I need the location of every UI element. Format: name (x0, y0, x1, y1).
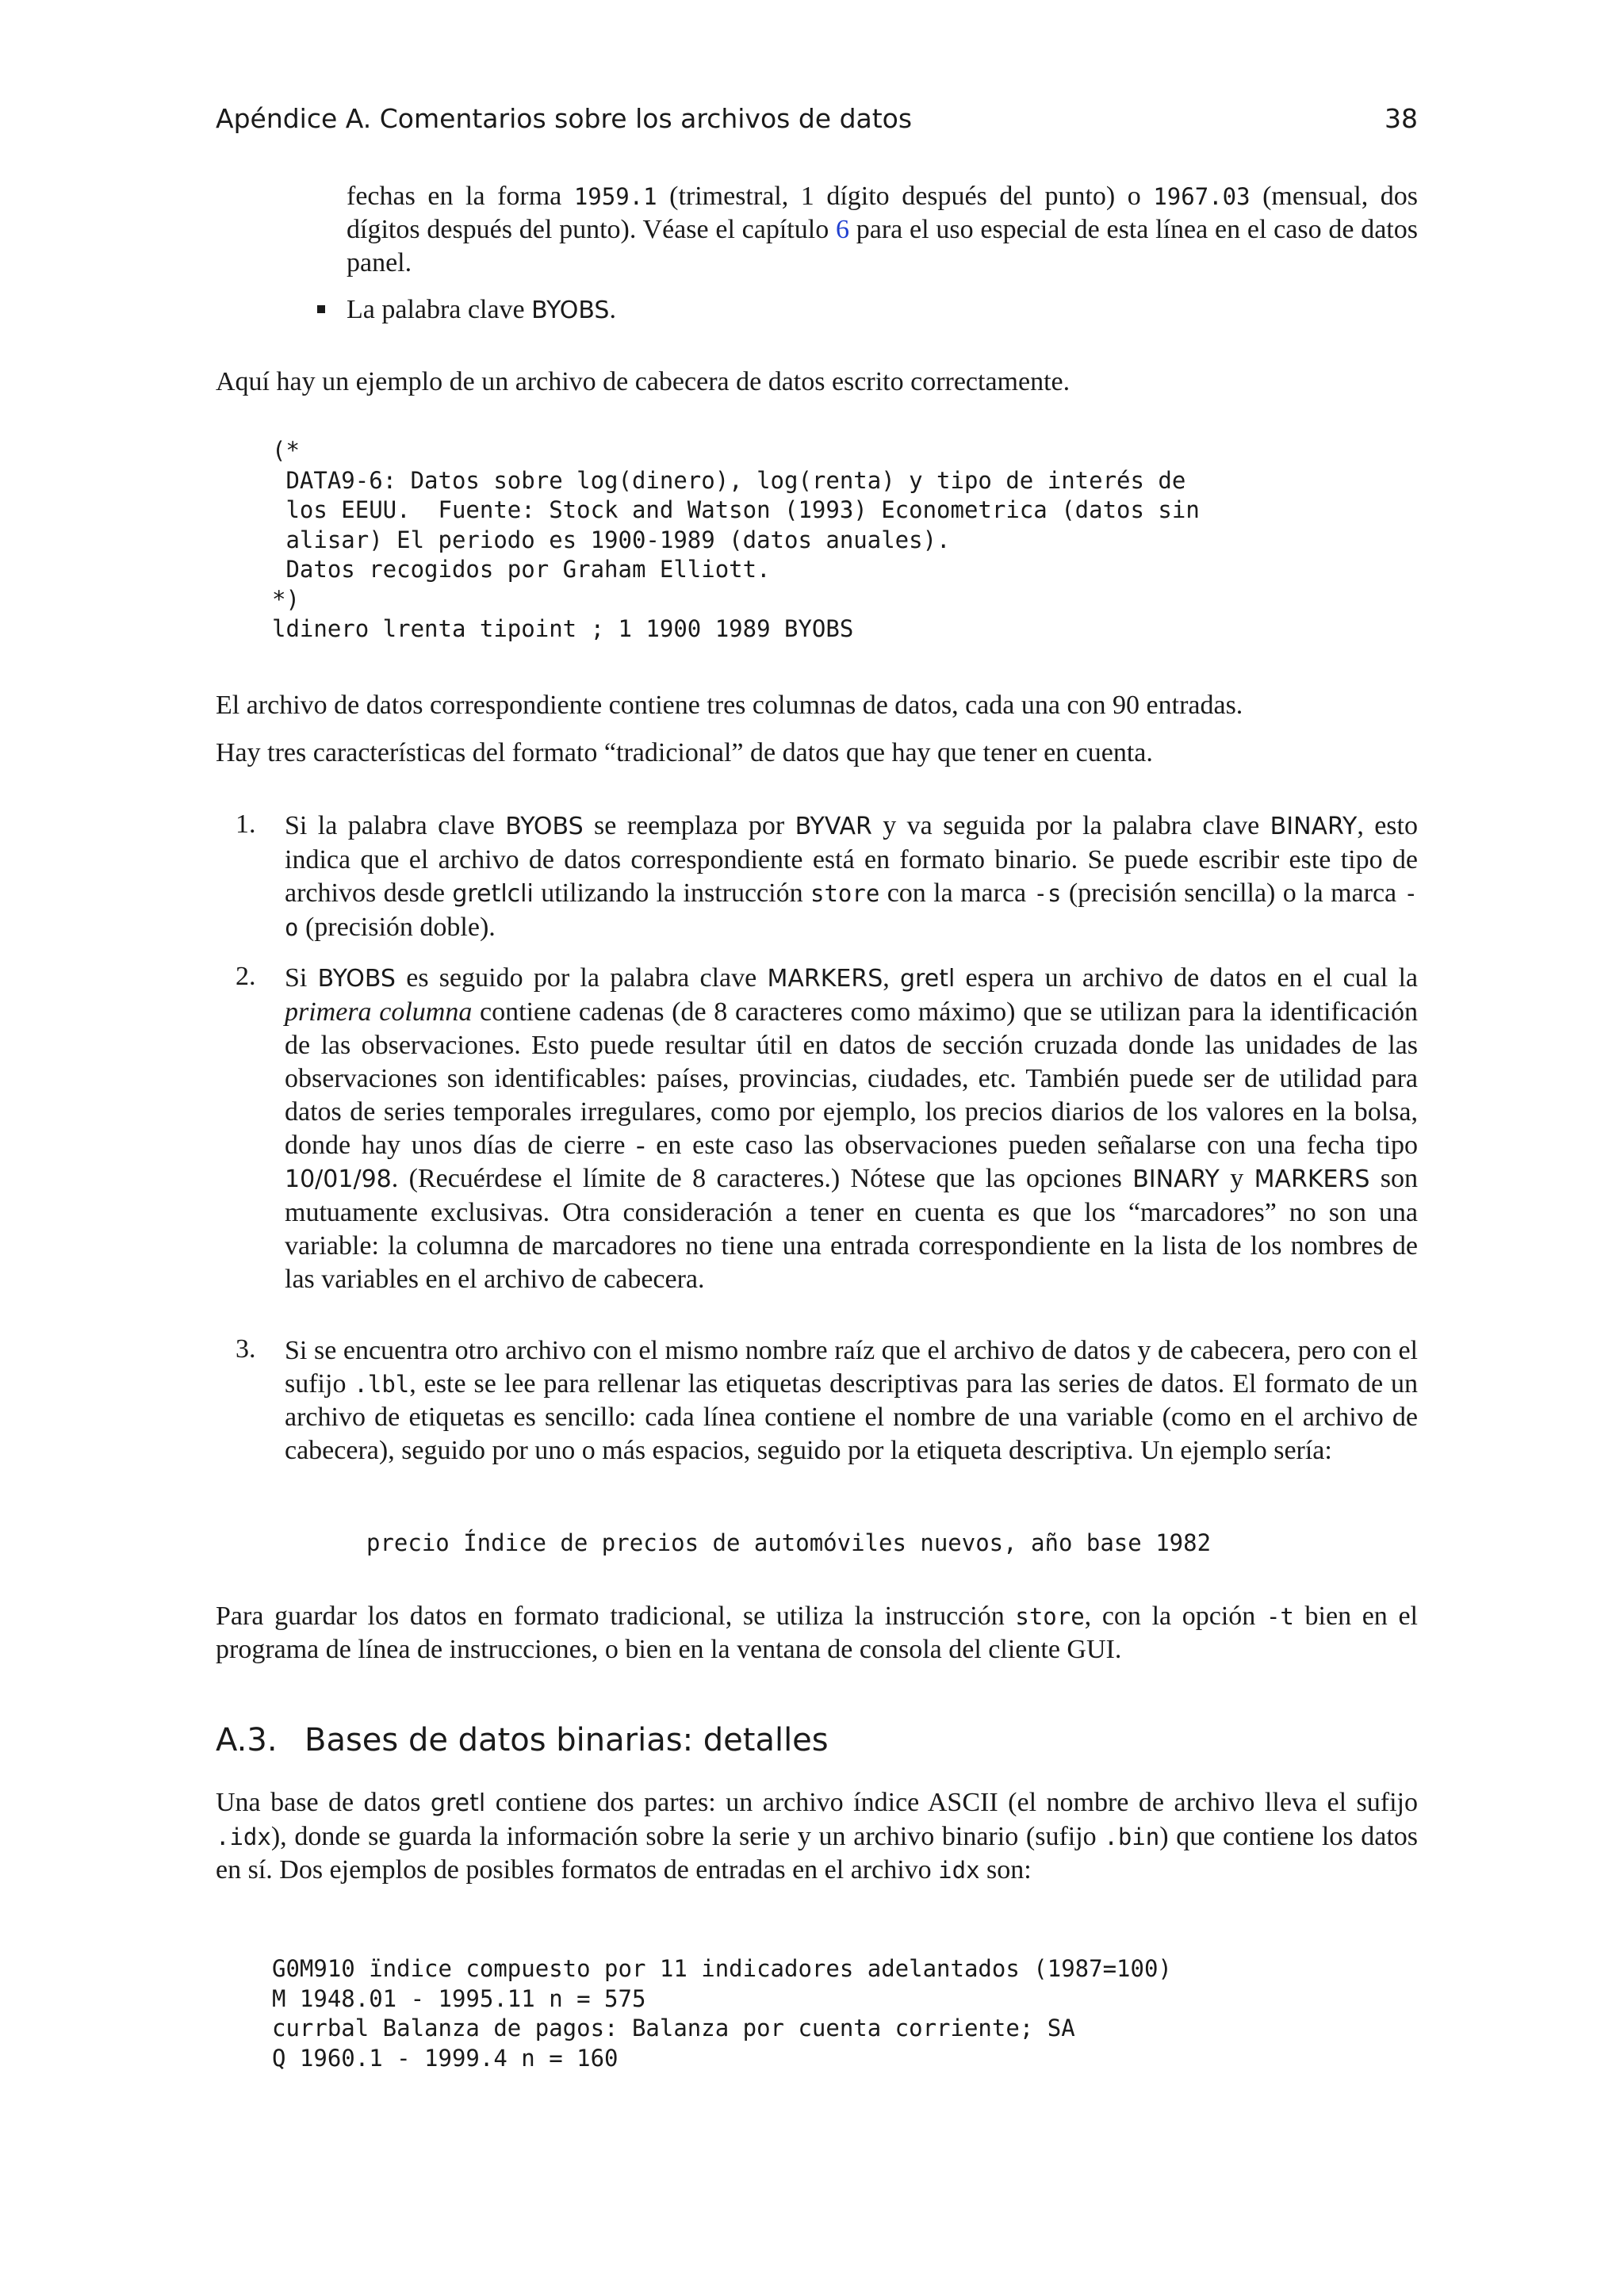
keyword-inline: MARKERS (767, 965, 883, 993)
text-span: contiene cadenas (de 8 caracteres como máximo) que se utilizan para la identificación de las observaciones. Esto puede resultar útil en datos de sección cruzada donde las unidades de las observaciones son identificables: países, provincias, ciudades, etc. También puede ser de utilidad para datos de series temporales irregulares, como por ejemplo, los precios diarios de los valores en la bolsa, donde hay unos días de cierre - en este caso las observaciones pueden señalarse con una fecha tipo (285, 997, 1418, 1160)
text-span: ) que contiene los datos en sí. Dos ejemplos de posibles formatos de entradas en el archivo (216, 1822, 1418, 1885)
idx-example-code: G0M910 ïndice compuesto por 11 indicadores adelantados (1987=100) M 1948.01 - 1995.11 n = 575 currbal Balanza de pagos: Balanza por cuenta corriente; SA Q 1960.1 - 1999.4 n = 160 (272, 1955, 1172, 2072)
text-span: y (1219, 1164, 1254, 1193)
text-span: (trimestral, 1 dígito después del punto) o (657, 182, 1154, 211)
text-span: con la marca (879, 878, 1034, 908)
date-inline: 10/01/98 (285, 1165, 392, 1193)
text-span: es seguido por la palabra clave (395, 963, 768, 993)
keyword-inline: BYVAR (795, 813, 872, 840)
text-span: fechas en la forma (347, 182, 574, 211)
text-span: son: (979, 1855, 1032, 1885)
text-span: . (609, 295, 616, 324)
text-span: contiene dos partes: un archivo índice ASCII (el nombre de archivo lleva el sufijo (485, 1788, 1418, 1817)
binary-db-paragraph (216, 1786, 1418, 1887)
keyword-inline: BINARY (1270, 813, 1358, 840)
keyword-inline: BYOBS (317, 965, 396, 993)
store-paragraph (216, 1600, 1418, 1667)
text-span: espera un archivo de datos en el cual la (955, 963, 1419, 993)
bullet-marker (317, 305, 325, 313)
text-span: Una base de datos (216, 1788, 431, 1817)
features-paragraph: Hay tres características del formato “tradicional” de datos que hay que tener en cuenta. (216, 738, 1153, 767)
text-span: (precisión doble). (298, 913, 496, 942)
text-span: La palabra clave (347, 295, 532, 324)
page-number: 38 (1385, 103, 1418, 134)
text-span: Si (285, 963, 318, 993)
header-file-code: (* DATA9-6: Datos sobre log(dinero), log(renta) y tipo de interés de los EEUU. Fuente: Stock and Watson (1993) Econometrica (datos sin alisar) El periodo es 1900-1989 (datos anuales). Datos recogidos por Graham Elliott. *) ldinero lrenta tipoint ; 1 1900 1989 BYOBS (272, 437, 1200, 642)
list-item-number: 2. (236, 962, 256, 991)
emphasis-text: primera columna (285, 997, 473, 1027)
keyword-inline: BYOBS (505, 813, 584, 840)
keyword-inline: BINARY (1132, 1165, 1220, 1193)
bullet-item (347, 293, 1418, 327)
text-span: se reemplaza por (583, 811, 795, 840)
text-span: y va seguida por la palabra clave (871, 811, 1270, 840)
example-intro: Aquí hay un ejemplo de un archivo de cabecera de datos escrito correctamente. (216, 367, 1071, 396)
keyword-inline: BYOBS (531, 297, 610, 324)
running-title: Apéndice A. Comentarios sobre los archivos de datos (216, 103, 913, 134)
program-name: gretl (430, 1789, 486, 1817)
code-inline: store (810, 880, 880, 907)
dates-paragraph (347, 180, 1418, 280)
text-span: . (Recuérdese el límite de 8 caracteres.) Nótese que las opciones (391, 1164, 1133, 1193)
code-inline: .bin (1104, 1823, 1160, 1850)
text-span: (precisión sencilla) o la marca (1061, 878, 1404, 908)
code-inline: -o (285, 880, 1418, 941)
code-inline: .lbl (354, 1371, 410, 1398)
code-inline: 1967.03 (1153, 183, 1251, 210)
data-file-paragraph: El archivo de datos correspondiente contiene tres columnas de datos, cada una con 90 entradas. (216, 691, 1243, 720)
text-span: Si la palabra clave (285, 811, 506, 840)
text-span: son mutuamente exclusivas. Otra consideración a tener en cuenta es que los “marcadores” no son una variable: la columna de marcadores no tiene una entrada correspondiente en la lista de los nombres de las variables en el archivo de cabecera. (285, 1164, 1419, 1294)
text-span: utilizando la instrucción (533, 878, 810, 908)
keyword-inline: MARKERS (1254, 1165, 1370, 1193)
section-number: A.3. (216, 1722, 278, 1758)
program-name: gretlcli (452, 880, 534, 908)
text-span: Si se encuentra otro archivo con el mismo nombre raíz que el archivo de datos y de cabecera, pero con el sufijo (285, 1336, 1418, 1399)
list-item-number: 3. (236, 1334, 256, 1364)
code-inline: -s (1033, 880, 1062, 907)
section-heading (216, 1722, 829, 1758)
code-inline: .idx (216, 1823, 271, 1850)
text-span: (mensual, dos dígitos después del punto). Véase el capítulo (347, 182, 1418, 244)
text-span: , (883, 963, 901, 993)
program-name: gretl (900, 965, 956, 993)
text-span: , este se lee para rellenar las etiquetas descriptivas para las series de datos. El formato de un archivo de etiquetas es sencillo: cada línea contiene el nombre de una variable (como en el archivo de cabecera), seguido por uno o más espacios, seguido por la etiqueta descriptiva. Un ejemplo sería: (285, 1369, 1419, 1465)
text-span: bien en el programa de línea de instrucciones, o bien en la ventana de consola del cliente GUI. (216, 1601, 1418, 1664)
label-example-code: precio Índice de precios de automóviles nuevos, año base 1982 (366, 1529, 1212, 1556)
code-inline: 1959.1 (573, 183, 657, 210)
code-inline: -t (1266, 1603, 1294, 1630)
section-title-text: Bases de datos binarias: detalles (304, 1722, 829, 1758)
code-inline: store (1015, 1603, 1085, 1630)
text-span: , con la opción (1084, 1601, 1266, 1631)
code-inline: idx (938, 1857, 980, 1884)
running-header (216, 103, 1418, 143)
list-item-binary (285, 809, 1418, 944)
list-item-number: 1. (236, 809, 256, 839)
text-span: ), donde se guarda la información sobre la serie y un archivo binario (sufijo (270, 1822, 1105, 1851)
list-item-labels (285, 1334, 1418, 1468)
chapter-link[interactable]: 6 (835, 215, 849, 244)
text-span: para el uso especial de esta línea en el caso de datos panel. (347, 215, 1418, 277)
list-item-markers (285, 962, 1418, 1296)
text-span: , esto indica que el archivo de datos correspondiente está en formato binario. Se puede escribir este tipo de archivos desde (285, 811, 1418, 908)
text-span: Para guardar los datos en formato tradicional, se utiliza la instrucción (216, 1601, 1016, 1631)
